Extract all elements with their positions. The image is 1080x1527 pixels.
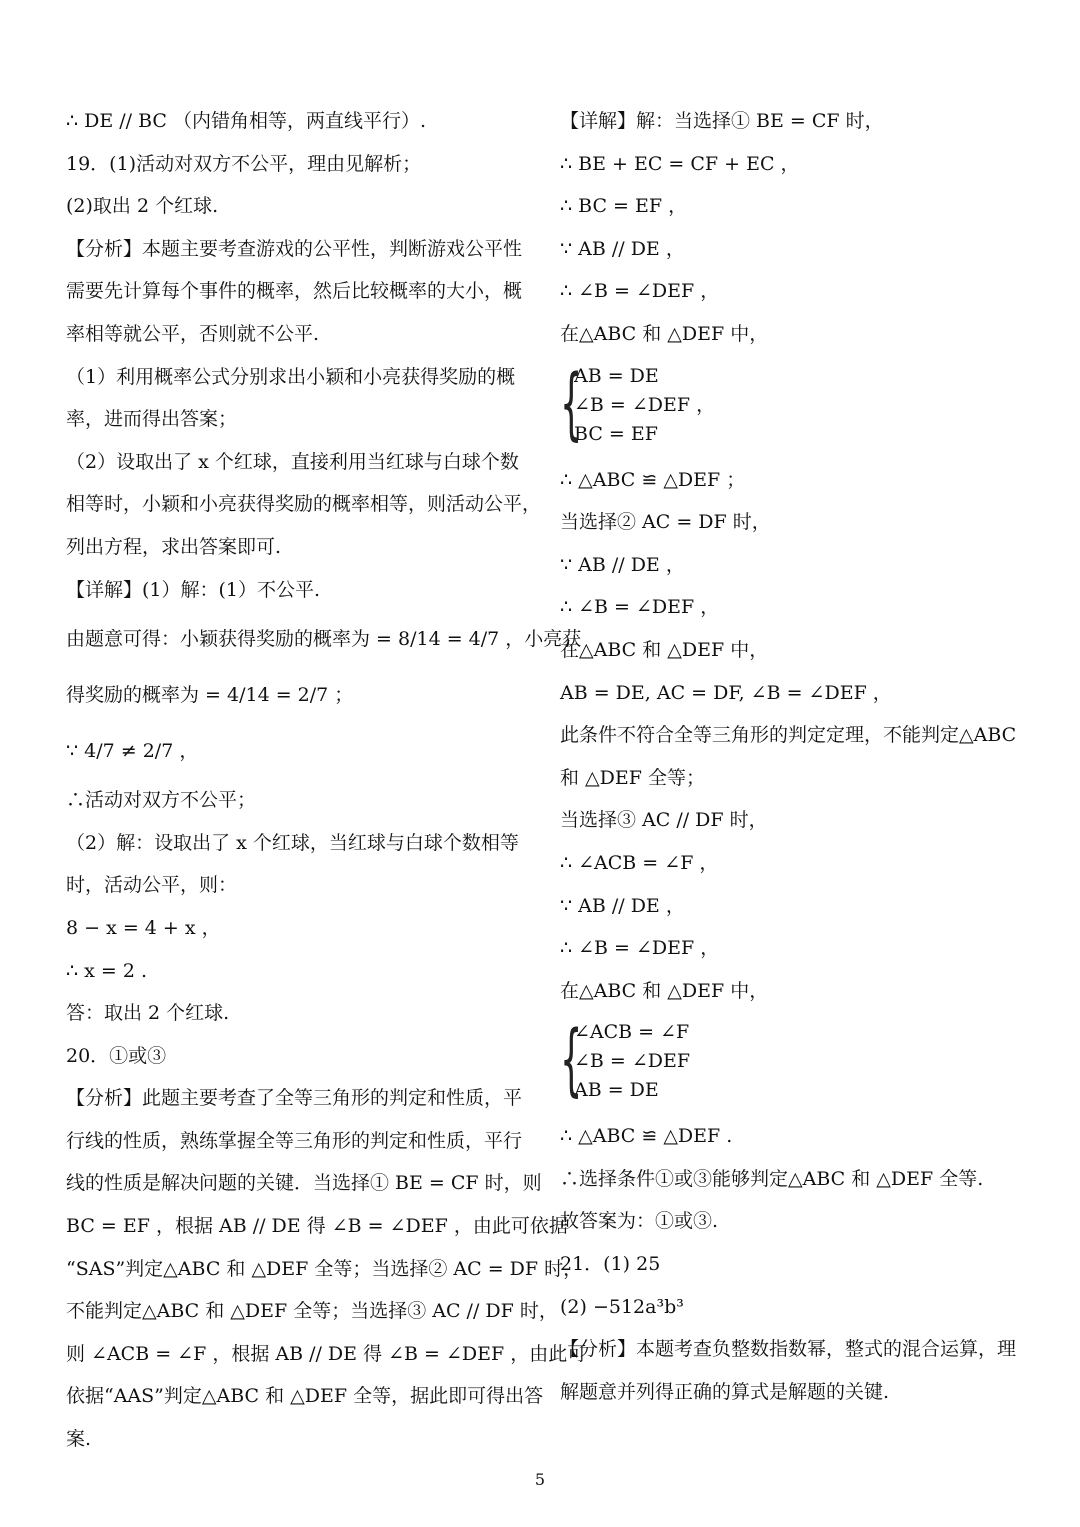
text-line: (2)取出 2 个红球. [66,195,219,218]
text-line: 不能判定△ABC 和 △DEF 全等；当选择③ AC // DF 时， [66,1300,558,1323]
text-line: 需要先计算每个事件的概率，然后比较概率的大小，概 [66,280,523,303]
equation-row: ∠B = ∠DEF [574,1050,691,1073]
text-line: 答：取出 2 个红球. [66,1002,230,1025]
text-line: 率相等就公平，否则就不公平. [66,322,320,345]
text-line: 21．(1) 25 [560,1253,661,1276]
text-line: 由题意可得：小颖获得奖励的概率为 = 8/14 = 4/7 ，小亮获 [66,628,582,651]
left-column [66,100,587,1461]
text-line: 在△ABC 和 △DEF 中， [560,979,769,1002]
text-line: 依据“AAS”判定△ABC 和 △DEF 全等，据此即可得出答 [66,1385,544,1408]
text-line: 行线的性质，熟练掌握全等三角形的判定和性质，平行 [66,1129,523,1152]
text-line: （2）设取出了 x 个红球，直接利用当红球与白球个数 [66,450,519,473]
equation-row: BC = EF [574,422,658,445]
text-line: （2）解：设取出了 x 个红球，当红球与白球个数相等 [66,831,519,854]
text-line: 【分析】此题主要考查了全等三角形的判定和性质，平 [66,1087,523,1110]
text-line: ∴ x = 2 . [66,959,148,982]
text-line: 【分析】本题主要考查游戏的公平性，判断游戏公平性 [66,237,523,260]
text-line: 在△ABC 和 △DEF 中， [560,638,769,661]
right-column [560,100,1030,1413]
text-line: 此条件不符合全等三角形的判定定理，不能判定△ABC [560,724,1017,747]
text-line: ∴ ∠B = ∠DEF ， [560,596,720,619]
text-line: ∴ BC = EF ， [560,195,688,218]
text-line: ∴ BE + EC = CF + EC ， [560,152,800,175]
text-line: 得奖励的概率为 = 4/14 = 2/7 ； [66,684,354,707]
equation-system [560,1015,1030,1106]
text-line: 率，进而得出答案； [66,408,238,431]
text-line: ∴选择条件①或③能够判定△ABC 和 △DEF 全等. [560,1167,984,1190]
left-brace: { [560,1015,583,1106]
equation-system [560,358,1030,449]
equation-row: AB = DE [574,364,659,387]
text-line: 案. [66,1428,92,1451]
text-line: ∴ ∠ACB = ∠F ， [560,851,719,874]
text-line: “SAS”判定△ABC 和 △DEF 全等；当选择② AC = DF 时， [66,1257,583,1280]
text-line: 列出方程，求出答案即可. [66,535,282,558]
equation-row: ∠B = ∠DEF ， [574,393,716,416]
text-line: 当选择③ AC // DF 时， [560,809,768,832]
text-line: ∴ ∠B = ∠DEF ， [560,937,720,960]
text-line: ∴ DE // BC （内错角相等，两直线平行）. [66,110,427,132]
text-line: ∵ AB // DE ， [560,237,685,260]
text-line: 【详解】解：当选择① BE = CF 时， [560,110,884,132]
text-line: 19．(1)活动对双方不公平，理由见解析； [66,152,422,175]
text-line: 线的性质是解决问题的关键．当选择① BE = CF 时，则 [66,1172,542,1195]
text-line: ∴ △ABC ≌ △DEF ； [560,468,746,491]
text-line: 故答案为：①或③. [560,1210,719,1233]
text-line: ∴ △ABC ≌ △DEF . [560,1125,733,1148]
text-line: 20．①或③ [66,1044,167,1067]
text-line: ∴ ∠B = ∠DEF ， [560,280,720,303]
text-line: 8 − x = 4 + x ， [66,916,221,939]
text-line: AB = DE, AC = DF, ∠B = ∠DEF ， [560,681,892,704]
equation-row: ∠ACB = ∠F [574,1021,690,1044]
text-line: ∵ AB // DE ， [560,894,685,917]
page-number: 5 [534,1470,546,1489]
text-line: 【分析】本题考查负整数指数幂，整式的混合运算，理 [560,1338,1017,1361]
text-line: ∵ 4/7 ≠ 2/7 ， [66,740,199,763]
text-line: (2) −512a³b³ [560,1295,684,1318]
text-line: BC = EF ，根据 AB // DE 得 ∠B = ∠DEF ，由此可依据 [66,1215,568,1238]
text-line: 【详解】(1）解：(1）不公平. [66,578,321,601]
text-line: 当选择② AC = DF 时， [560,511,771,534]
text-line: （1）利用概率公式分别求出小颖和小亮获得奖励的概 [66,365,516,388]
text-line: 解题意并列得正确的算式是解题的关键. [560,1380,890,1403]
text-line: 在△ABC 和 △DEF 中， [560,322,769,345]
text-line: ∵ AB // DE ， [560,553,685,576]
left-brace: { [560,358,583,449]
text-line: 则 ∠ACB = ∠F ，根据 AB // DE 得 ∠B = ∠DEF ，由此可 [66,1342,587,1365]
text-line: 时，活动公平，则： [66,874,238,897]
equation-row: AB = DE [574,1079,659,1102]
text-line: 相等时，小颖和小亮获得奖励的概率相等，则活动公平， [66,493,542,516]
text-line: 和 △DEF 全等； [560,766,705,789]
text-line: ∴活动对双方不公平； [66,789,257,812]
